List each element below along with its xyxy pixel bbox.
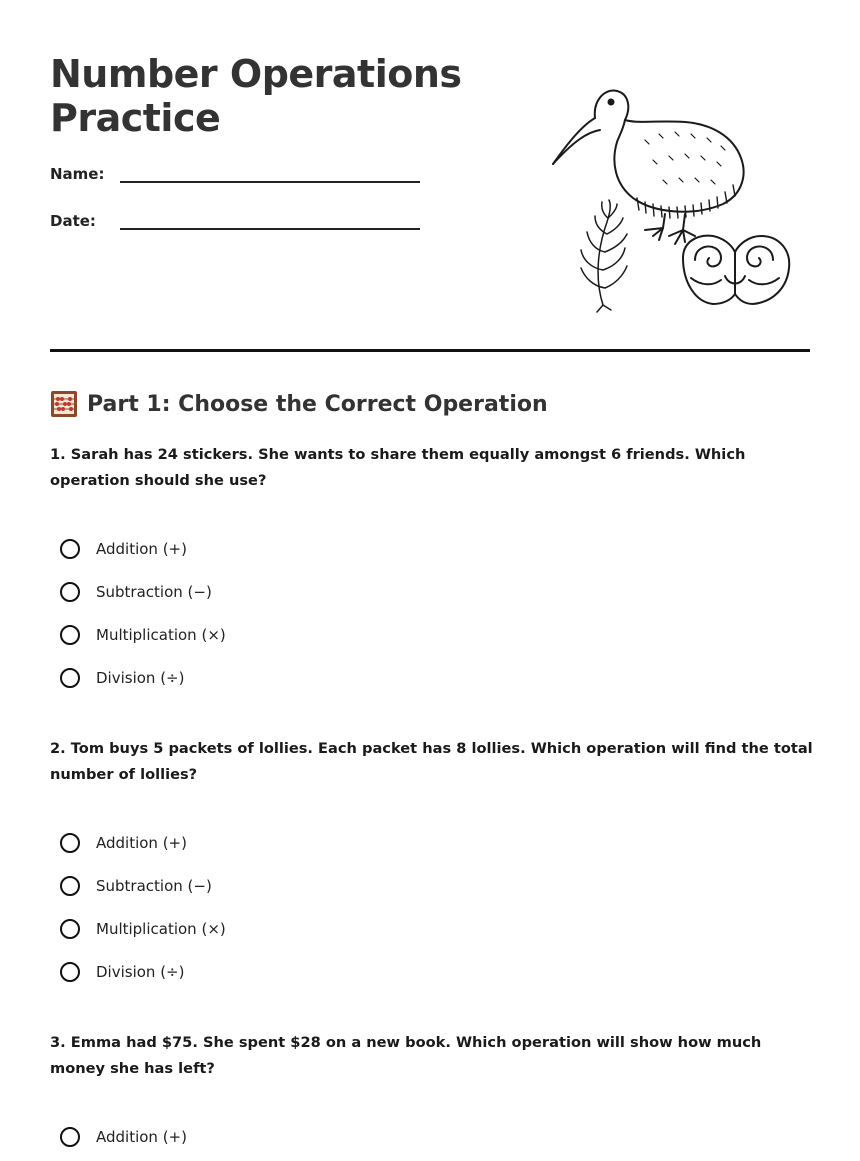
name-field[interactable]	[120, 181, 420, 183]
option-label: Multiplication (×)	[96, 920, 226, 938]
section-divider	[50, 349, 810, 352]
option-label: Subtraction (−)	[96, 583, 212, 601]
q2-option-multiplication[interactable]	[60, 916, 226, 942]
question-2	[50, 736, 815, 787]
radio-button[interactable]	[60, 833, 80, 853]
page-title	[50, 52, 462, 140]
option-label: Subtraction (−)	[96, 877, 212, 895]
name-field-row	[50, 165, 430, 195]
q1-option-subtraction[interactable]	[60, 579, 212, 605]
question-text: 2. Tom buys 5 packets of lollies. Each packet has 8 lollies. Which operation will find the total number of lollies?	[50, 740, 813, 783]
radio-button[interactable]	[60, 625, 80, 645]
question-text: 3. Emma had $75. She spent $28 on a new book. Which operation will show how much money she has left?	[50, 1034, 762, 1077]
name-label: Name:	[50, 165, 105, 183]
option-label: Addition (+)	[96, 834, 187, 852]
radio-button[interactable]	[60, 539, 80, 559]
q2-option-addition[interactable]	[60, 830, 187, 856]
date-field[interactable]	[120, 228, 420, 230]
option-label: Division (÷)	[96, 963, 185, 981]
radio-button[interactable]	[60, 668, 80, 688]
maori-carving-icon	[683, 236, 789, 304]
date-label: Date:	[50, 212, 96, 230]
radio-button[interactable]	[60, 962, 80, 982]
title-line-1: Number Operations	[50, 52, 462, 96]
q2-option-division[interactable]	[60, 959, 184, 985]
question-1	[50, 442, 815, 493]
radio-button[interactable]	[60, 919, 80, 939]
radio-button[interactable]	[60, 582, 80, 602]
question-3	[50, 1030, 815, 1081]
abacus-icon	[50, 390, 78, 418]
q1-option-multiplication[interactable]	[60, 622, 226, 648]
option-label: Multiplication (×)	[96, 626, 226, 644]
q3-option-addition[interactable]	[60, 1124, 187, 1150]
kiwi-bird-icon	[553, 91, 744, 244]
question-text: 1. Sarah has 24 stickers. She wants to share them equally amongst 6 friends. Which operation should she use?	[50, 446, 746, 489]
q1-option-addition[interactable]	[60, 536, 187, 562]
kiwi-illustration	[545, 80, 795, 315]
date-field-row	[50, 212, 430, 242]
radio-button[interactable]	[60, 876, 80, 896]
section-heading	[50, 388, 548, 420]
title-line-2: Practice	[50, 96, 221, 140]
q1-option-division[interactable]	[60, 665, 184, 691]
radio-button[interactable]	[60, 1127, 80, 1147]
q2-option-subtraction[interactable]	[60, 873, 212, 899]
fern-icon	[581, 200, 627, 312]
option-label: Addition (+)	[96, 540, 187, 558]
section-title: Part 1: Choose the Correct Operation	[87, 391, 548, 417]
option-label: Addition (+)	[96, 1128, 187, 1146]
option-label: Division (÷)	[96, 669, 185, 687]
